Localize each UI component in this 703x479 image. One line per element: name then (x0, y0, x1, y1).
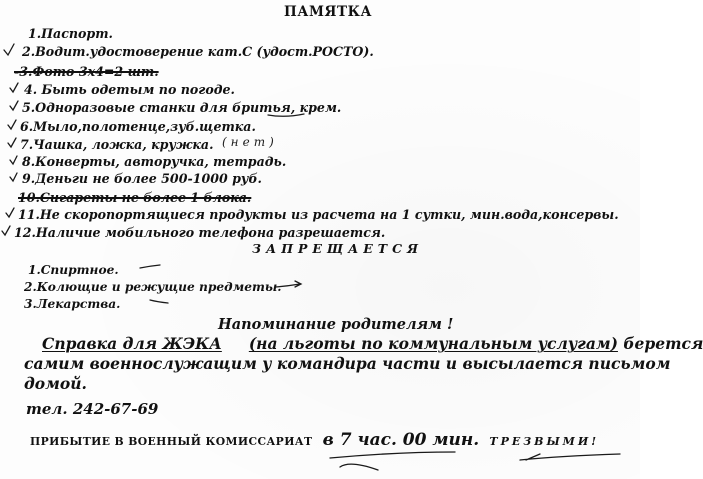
checkmark-icon (10, 101, 18, 110)
certificate-name: Справка для ЖЭКА (42, 334, 222, 353)
checkmark-icon (10, 156, 17, 164)
checkmark-icon (10, 83, 18, 92)
reminder-title: Напоминание родителям ! (218, 316, 454, 333)
handwritten-note: (нет) (222, 135, 278, 149)
prohibited-item-sharp: 2.Колющие и режущие предметы. (24, 280, 282, 294)
checkmark-icon (4, 44, 14, 55)
memo-item-passport: 1.Паспорт. (28, 26, 113, 41)
prohibited-item-medicine: 3.Лекарства. (24, 297, 121, 311)
checkmark-icon (2, 226, 10, 235)
arrival-condition: ТРЕЗВЫМИ! (489, 435, 600, 448)
checkmark-icon (10, 173, 17, 181)
memo-item-envelopes: 8.Конверты, авторучка, тетрадь. (22, 154, 287, 169)
dash-mark-icon (150, 300, 168, 303)
memo-title: ПАМЯТКА (284, 4, 373, 20)
reminder-line-3: домой. (24, 374, 87, 393)
arrow-mark-icon (330, 452, 455, 470)
certificate-purpose: (на льготы по коммунальным услугам) (248, 334, 618, 353)
arrival-label: ПРИБЫТИЕ В ВОЕННЫЙ КОМИССАРИАТ (30, 435, 313, 448)
memo-item-food: 11.Не скоропортящиеся продукты из расчета на 1 сутки, мин.вода,консервы. (18, 207, 619, 222)
memo-item-money: 9.Деньги не более 500-1000 руб. (22, 171, 262, 186)
memo-item-photo: -3.Фото 3х4=2 шт. (14, 64, 159, 79)
arrival-line (30, 432, 599, 449)
prohibited-item-alcohol: 1.Спиртное. (28, 263, 119, 277)
prohibited-title: ЗАПРЕЩАЕТСЯ (252, 241, 424, 256)
memo-item-clothing: 4. Быть одетым по погоде. (24, 82, 235, 97)
memo-item-razors: 5.Одноразовые станки для бритья, крем. (22, 100, 342, 115)
memo-item-phone: 12.Наличие мобильного телефона разрешается. (14, 225, 386, 240)
reminder-line-2: самим военнослужащим у командира части и высылается письмом (24, 354, 671, 373)
phone-number: тел. 242-67-69 (26, 400, 159, 418)
memo-item-cup: 7.Чашка, ложка, кружка. (20, 137, 214, 152)
memo-item-license: 2.Водит.удостоверение кат.С (удост.РОСТО). (22, 44, 374, 59)
checkmark-icon (8, 138, 16, 147)
memo-item-soap: 6.Мыло,полотенце,зуб.щетка. (20, 119, 256, 134)
certificate-taken: берется (623, 334, 703, 353)
dash-mark-icon (140, 265, 160, 268)
memo-item-cigarettes: 10.Сигареты не более 1 блока. (18, 190, 252, 205)
arrow-mark-icon (520, 454, 620, 460)
checkmark-icon (6, 208, 14, 217)
checkmark-icon (8, 120, 16, 129)
reminder-line-1 (42, 336, 703, 352)
arrival-time: в 7 час. 00 мин. (322, 430, 480, 450)
